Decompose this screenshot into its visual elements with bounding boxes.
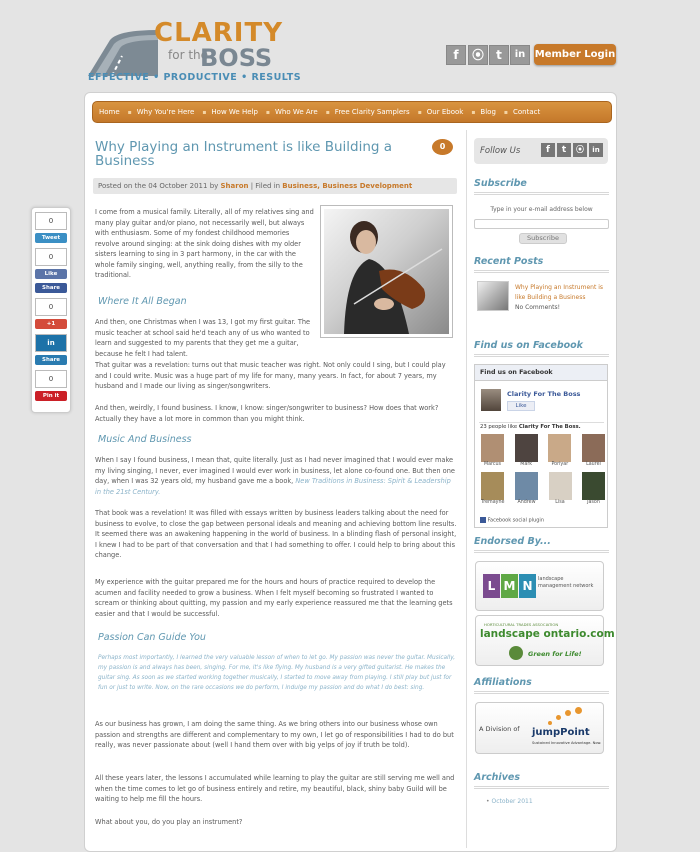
tree-icon bbox=[509, 646, 523, 660]
archives-title: Archives bbox=[474, 772, 520, 783]
heading-where-it-all-began: Where It All Began bbox=[98, 296, 187, 307]
pin-count: 0 bbox=[35, 370, 67, 388]
jumppoint-dots-icon bbox=[548, 707, 582, 727]
meta-filed-text: | Filed in bbox=[248, 182, 283, 190]
lmn-logo bbox=[483, 574, 536, 598]
fan-avatar bbox=[582, 434, 605, 462]
logo-tagline: EFFECTIVE • PRODUCTIVE • RESULTS bbox=[88, 72, 302, 83]
fb-fan[interactable] bbox=[548, 434, 571, 467]
post-blockquote: Perhaps most importantly, I learned the very valuable lesson of when to let go. My passion was never the guitar. Musically, my passion is and always has been, singing. For me, it's like flying. My husband is a very gifted guitarist. He makes the guitar sing. As soon as we started working together musically, I started to move away from playing. I still play but just for fun or just to write. Now, on the rare occasions we do perform, I indulge my passion and do what I do best: sing. bbox=[98, 655, 456, 691]
fb-like-count bbox=[480, 424, 581, 430]
meta-posted-text: Posted on the 04 October 2011 by bbox=[98, 182, 221, 190]
jumppoint-wordmark: jumpPoint bbox=[532, 727, 590, 738]
divider bbox=[474, 354, 609, 357]
fan-avatar bbox=[582, 472, 605, 500]
post-meta bbox=[93, 178, 457, 194]
fb-fan[interactable] bbox=[582, 434, 605, 467]
post-paragraph-2-text: And then, one Christmas when I was 13, I got my first guitar. The music teacher at school said he'd teach any of us who wanted to learn and suggested to my parents that they get me a guitar, because he felt I had talent. bbox=[95, 318, 311, 358]
fan-avatar bbox=[549, 472, 572, 500]
fb-fan[interactable] bbox=[515, 472, 538, 505]
lo-main-text: landscape ontario.com bbox=[480, 628, 615, 640]
division-of-label: A Division of bbox=[479, 725, 520, 733]
main-nav bbox=[92, 101, 612, 123]
logo-clarity-text: CLARITY bbox=[154, 18, 284, 48]
tweet-count: 0 bbox=[35, 212, 67, 230]
fb-fan[interactable] bbox=[481, 472, 505, 505]
facebook-section-title: Find us on Facebook bbox=[474, 340, 583, 351]
landscape-ontario-badge[interactable] bbox=[475, 615, 615, 666]
plusone-count: 0 bbox=[35, 298, 67, 316]
divider bbox=[474, 192, 609, 195]
recent-post-comments: No Comments! bbox=[515, 304, 560, 311]
divider bbox=[474, 786, 609, 789]
nav-blog[interactable]: ▪ Blog bbox=[471, 102, 496, 123]
affiliations-section bbox=[474, 677, 609, 694]
subscribe-title: Subscribe bbox=[474, 178, 527, 189]
book-link[interactable]: New Traditions in Business: Spirit & Leadership in the 21st Century. bbox=[95, 477, 451, 496]
facebook-likebox bbox=[474, 364, 608, 528]
lo-green-text: Green for Life! bbox=[528, 650, 582, 658]
subscribe-section bbox=[474, 178, 609, 195]
plusone-button[interactable]: +1 bbox=[35, 319, 67, 329]
lmn-m-tile: M bbox=[501, 574, 518, 598]
nav-our-ebook[interactable]: ▪ Our Ebook bbox=[418, 102, 464, 123]
pinit-button[interactable]: Pin it bbox=[35, 391, 67, 401]
divider bbox=[479, 422, 604, 423]
rss-icon[interactable]: ⦿ bbox=[573, 143, 587, 157]
fan-name: Tremayne bbox=[481, 500, 505, 505]
post-paragraph-2a bbox=[95, 317, 317, 358]
follow-us-box bbox=[474, 138, 608, 164]
fb-fans-row-2 bbox=[481, 472, 605, 505]
fan-name: Andrew bbox=[517, 500, 536, 505]
nav-home[interactable]: Home bbox=[99, 108, 120, 116]
nav-how-we-help[interactable]: ▪ How We Help bbox=[202, 102, 258, 123]
nav-free-clarity-samplers[interactable]: ▪ Free Clarity Samplers bbox=[326, 102, 410, 123]
comment-count-badge[interactable]: 0 bbox=[432, 139, 453, 155]
lmn-text: landscape management network bbox=[538, 576, 594, 589]
post-title[interactable]: Why Playing an Instrument is like Building a Business bbox=[95, 139, 393, 169]
twitter-icon[interactable]: t bbox=[489, 45, 509, 65]
fan-avatar bbox=[548, 434, 571, 462]
jumppoint-badge[interactable] bbox=[475, 702, 604, 754]
fan-name: Marcus bbox=[483, 462, 502, 467]
fan-name: Lisa bbox=[555, 500, 565, 505]
fb-fan[interactable] bbox=[549, 472, 572, 505]
fan-name: Mark bbox=[520, 462, 533, 467]
endorsed-title: Endorsed By... bbox=[474, 536, 551, 547]
column-divider bbox=[466, 130, 467, 848]
lmn-n-tile: N bbox=[519, 574, 536, 598]
fb-plugin-footer bbox=[480, 517, 544, 524]
bullet-icon: • bbox=[486, 798, 490, 805]
tweet-button[interactable]: Tweet bbox=[35, 233, 67, 243]
lmn-l-tile: L bbox=[483, 574, 500, 598]
fb-fan[interactable] bbox=[582, 472, 605, 505]
fb-share-button[interactable]: Share bbox=[35, 283, 67, 293]
fb-box-header: Find us on Facebook bbox=[475, 365, 607, 381]
fb-like-button[interactable] bbox=[507, 401, 535, 411]
facebook-icon[interactable]: f bbox=[541, 143, 555, 157]
post-paragraph-5-text: When I say I found business, I mean that, quite literally. Just as I had never imagined that I would ever make my living singing, I never, ever imagined I would ever work in business, let alone co-found one. But then one day, when I was 32 years old, my husband gave me a book, bbox=[95, 456, 455, 485]
affiliations-title: Affiliations bbox=[474, 677, 532, 688]
recent-post-link[interactable]: Why Playing an Instrument is like Building a Business bbox=[515, 284, 603, 301]
endorsed-section bbox=[474, 536, 609, 553]
archive-item-label: October 2011 bbox=[491, 798, 533, 805]
subscribe-button[interactable]: Subscribe bbox=[519, 233, 567, 244]
subscribe-prompt: Type in your e-mail address below bbox=[490, 206, 593, 213]
like-count: 0 bbox=[35, 248, 67, 266]
facebook-section bbox=[474, 340, 609, 357]
logo-for-the-text: for the bbox=[168, 48, 209, 62]
divider bbox=[474, 691, 609, 694]
meta-categories-link[interactable]: Business, Business Development bbox=[282, 182, 413, 190]
violinist-image bbox=[324, 209, 449, 334]
fan-name: Poriyar bbox=[551, 462, 569, 467]
post-paragraph-1: I come from a musical family. Literally, all of my relatives sing and many play guitar and/or piano, not necessarily well, but always with enthusiasm. Some of my fondest childhood memories revolve around singing: at the sink doing dishes with my older sisters learning to sing in 3 part harmony, in the car with the whole family singing, well, anything really, from the silly to the traditional. bbox=[95, 208, 314, 279]
archives-section bbox=[474, 772, 609, 789]
fb-page-avatar[interactable] bbox=[481, 389, 501, 411]
post-paragraph-10: What about you, do you play an instrument? bbox=[95, 818, 243, 826]
fb-fans-row-1 bbox=[481, 434, 605, 467]
member-login-button[interactable]: Member Login bbox=[534, 44, 616, 65]
heading-music-and-business: Music And Business bbox=[98, 434, 192, 445]
fan-avatar bbox=[481, 434, 504, 462]
road-logo-graphic bbox=[88, 26, 158, 76]
logo-boss-text: BOSS bbox=[200, 44, 273, 72]
fan-name: Laurel bbox=[586, 462, 601, 467]
lo-small-text: HORTICULTURAL TRADES ASSOCIATION bbox=[484, 622, 559, 627]
divider bbox=[474, 550, 609, 553]
heading-passion-can-guide-you: Passion Can Guide You bbox=[98, 632, 206, 643]
nav-who-we-are[interactable]: ▪ Who We Are bbox=[266, 102, 318, 123]
fb-page-name[interactable]: Clarity For The Boss bbox=[507, 390, 581, 398]
meta-author-link[interactable]: Sharon bbox=[220, 182, 249, 190]
linkedin-share-button[interactable]: Share bbox=[35, 355, 67, 365]
rss-icon[interactable]: ⦿ bbox=[468, 45, 488, 65]
fan-avatar bbox=[515, 472, 538, 500]
post-photo-violinist bbox=[320, 205, 453, 338]
nav-why-youre-here[interactable]: ▪ Why You're Here bbox=[128, 102, 195, 123]
archive-item[interactable] bbox=[486, 798, 533, 805]
lmn-endorsement-badge[interactable] bbox=[475, 561, 604, 611]
share-bar bbox=[31, 207, 71, 413]
nav-contact[interactable]: ▪ Contact bbox=[504, 102, 540, 123]
post-paragraph-4: And then, weirdly, I found business. I know, I know: singer/songwriter to business? How does that work? Actually they have a lot more in common than you might think. bbox=[95, 404, 439, 423]
linkedin-icon[interactable]: in bbox=[589, 143, 603, 157]
email-input[interactable] bbox=[474, 219, 609, 229]
post-paragraph-3: That guitar was a revelation: turns out that music teacher was right. Not only could I sing, but I could play and I could write. Music was a huge part of my life for many, many years. In fact, for about 7 years, my husband and I made our living as singer/songwriters. bbox=[95, 361, 446, 390]
fan-name: Jason bbox=[587, 500, 600, 505]
fan-avatar bbox=[515, 434, 538, 462]
post-paragraph-6: That book was a revelation! It was filled with essays written by business leaders talking about the need for business to evolve, to close the gap between personal ideals and meaning and achieving bottom line results. It seemed there was an awakening happening in the world of business. In a blinding flash of personal insight, I knew I had to be part of that conversation and that I had something to offer. I could help to bring about this change. bbox=[95, 509, 457, 559]
fb-like-label: Like bbox=[515, 403, 527, 409]
fan-avatar bbox=[481, 472, 504, 500]
follow-us-label: Follow Us bbox=[480, 146, 521, 156]
fb-plugin-label: Facebook social plugin bbox=[487, 517, 544, 524]
jumppoint-tagline: Sustained Innovative Advantage. Now. bbox=[532, 741, 602, 745]
recent-posts-title: Recent Posts bbox=[474, 256, 544, 267]
fb-fan[interactable] bbox=[515, 434, 538, 467]
linkedin-icon[interactable]: in bbox=[35, 334, 67, 352]
twitter-icon[interactable]: t bbox=[557, 143, 571, 157]
post-paragraph-5 bbox=[95, 455, 457, 497]
site-logo[interactable] bbox=[88, 18, 302, 86]
divider bbox=[474, 270, 609, 273]
post-paragraph-9: All these years later, the lessons I accumulated while learning to play the guitar are still serving me well and when the time comes to let go of business entirely and retire, my beautiful, black, shiny baby Guild will be waiting to help me fill the hours. bbox=[95, 774, 455, 803]
fb-count-page: Clarity For The Boss. bbox=[518, 424, 581, 430]
facebook-icon[interactable]: f bbox=[446, 45, 466, 65]
post-paragraph-7: My experience with the guitar prepared me for the hours and hours of practice required to develop the acumen and facility needed to grow a business. When I felt myself becoming so frustrated I wanted to scream or thinking about quitting, my passion and my early experience reassured me that the learning gets easier and that I would be successful. bbox=[95, 578, 453, 618]
fb-like-button[interactable]: Like bbox=[35, 269, 67, 279]
recent-posts-section bbox=[474, 256, 609, 273]
linkedin-icon[interactable]: in bbox=[510, 45, 530, 65]
fb-fan[interactable] bbox=[481, 434, 504, 467]
post-paragraph-8: As our business has grown, I am doing the same thing. As we bring others into our business whose own passion and strengths are different and complementary to my own, I let go of responsibilities I had to do but really, was never passionate about (well I hand them over with big yelps of joy if truth be told). bbox=[95, 720, 454, 749]
fb-count-text: 23 people like bbox=[480, 424, 519, 430]
facebook-icon bbox=[480, 517, 486, 523]
recent-post-thumbnail[interactable] bbox=[477, 281, 509, 311]
